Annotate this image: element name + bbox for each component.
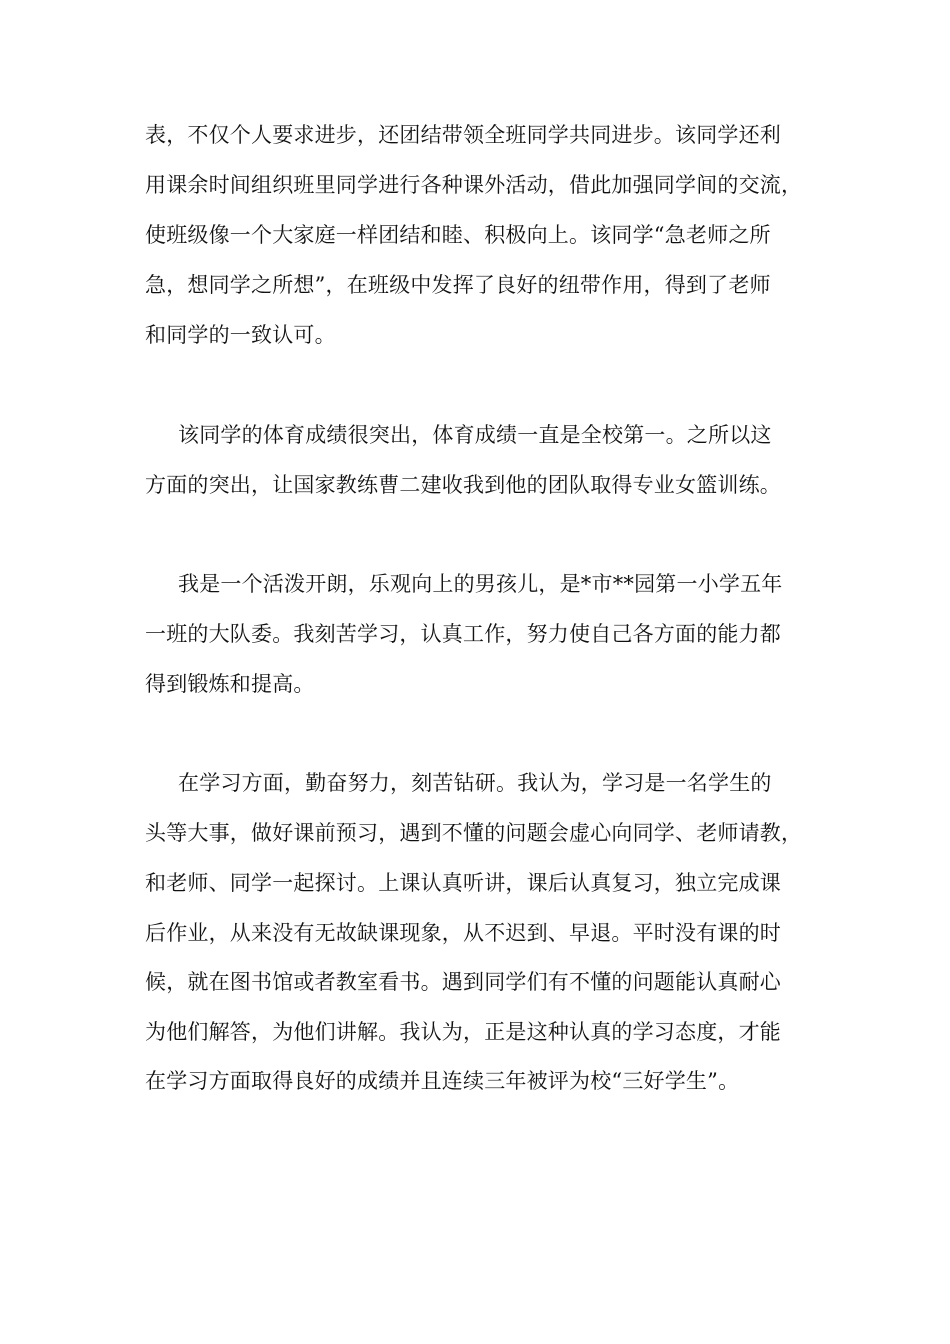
text-line: 我是一个活泼开朗，乐观向上的男孩儿，是*市**园第一小学五年 [178,572,783,596]
text-line: 和同学的一致认可。 [145,323,336,347]
text-line: 头等大事，做好课前预习，遇到不懂的问题会虚心向同学、老师请教， [145,821,803,845]
text-line: 表，不仅个人要求进步，还团结带领全班同学共同进步。该同学还利 [145,123,781,147]
text-line: 急，想同学之所想”，在班级中发挥了良好的纽带作用，得到了老师 [145,273,771,297]
text-line: 使班级像一个大家庭一样团结和睦、积极向上。该同学“急老师之所 [145,223,771,247]
text-line: 方面的突出，让国家教练曹二建收我到他的团队取得专业女篮训练。 [145,473,781,497]
text-line: 和老师、同学一起探讨。上课认真听讲，课后认真复习，独立完成课 [145,871,781,895]
text-line: 候，就在图书馆或者教室看书。遇到同学们有不懂的问题能认真耐心 [145,970,781,994]
text-line: 得到锻炼和提高。 [145,672,315,696]
text-line: 一班的大队委。我刻苦学习，认真工作，努力使自己各方面的能力都 [145,622,781,646]
text-line: 后作业，从来没有无故缺课现象，从不迟到、早退。平时没有课的时 [145,921,781,945]
text-line: 在学习方面取得良好的成绩并且连续三年被评为校“三好学生”。 [145,1069,740,1093]
text-line: 该同学的体育成绩很突出，体育成绩一直是全校第一。之所以这 [178,423,772,447]
text-line: 为他们解答，为他们讲解。我认为，正是这种认真的学习态度，才能 [145,1020,781,1044]
text-line: 用课余时间组织班里同学进行各种课外活动，借此加强同学间的交流， [145,173,803,197]
text-line: 在学习方面，勤奋努力，刻苦钻研。我认为，学习是一名学生的 [178,771,772,795]
